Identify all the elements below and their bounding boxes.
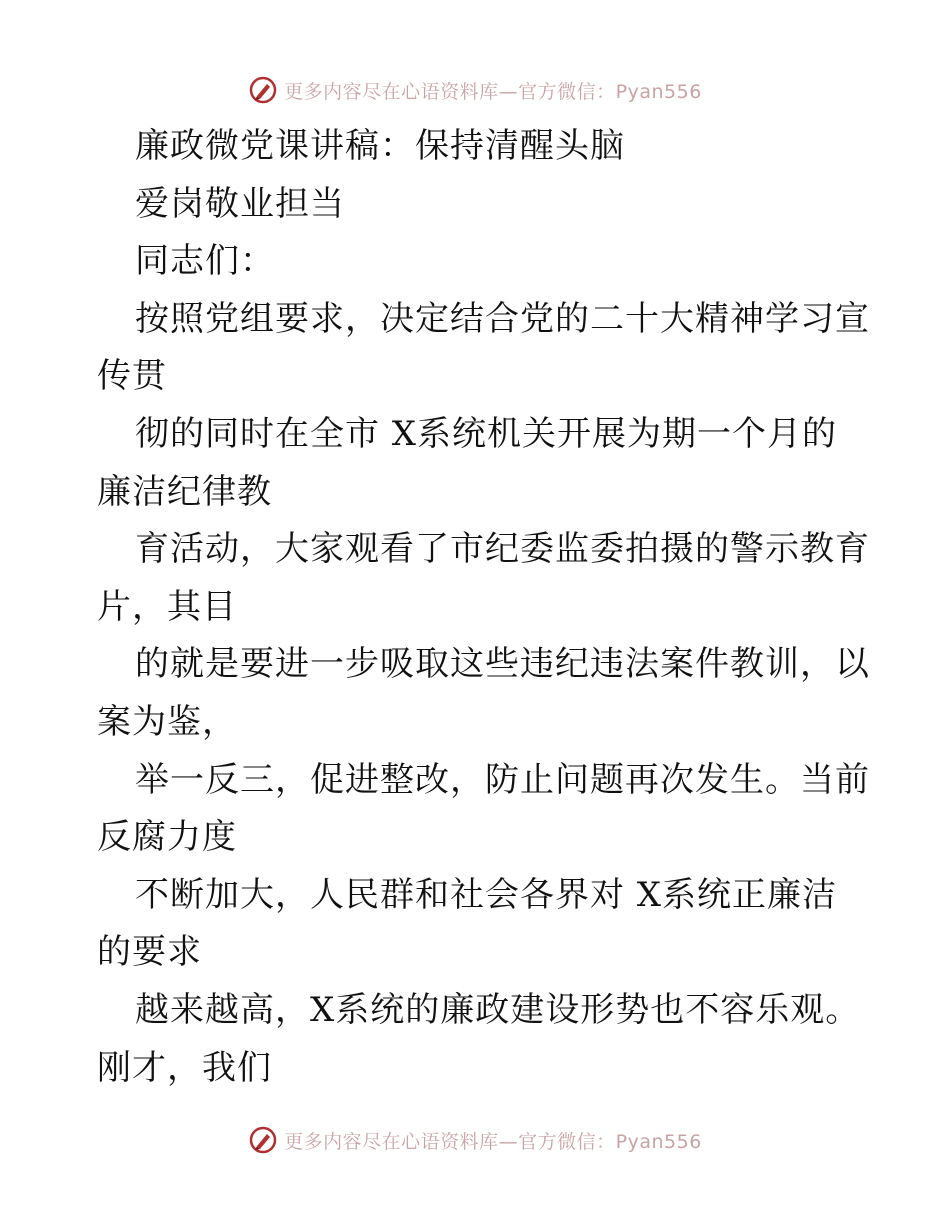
doc-text-line: 按照党组要求，决定结合党的二十大精神学习宣 (135, 298, 870, 339)
doc-salutation-line: 同志们： (135, 241, 275, 282)
footer-banner (0, 1120, 950, 1160)
doc-text-line: 举一反三，促进整改，防止问题再次发生。当前 (135, 759, 870, 800)
doc-text-line: 片，其目 (97, 586, 237, 627)
doc-title-line: 廉政微党课讲稿：保持清醒头脑 (135, 126, 625, 166)
footer-banner-text: 更多内容尽在心语资料库—官方微信：Pyan556 (284, 1130, 702, 1153)
doc-subtitle-line: 爱岗敬业担当 (135, 183, 345, 224)
pen-logo-icon (248, 1125, 278, 1155)
doc-text-line: 刚才，我们 (97, 1047, 272, 1088)
doc-text-line: 案为鉴， (97, 701, 237, 742)
doc-text-line: 传贯 (97, 356, 167, 397)
header-banner (0, 70, 950, 110)
doc-text-line: 的就是要进一步吸取这些违纪违法案件教训，以 (135, 644, 870, 685)
doc-text-line: 廉洁纪律教 (97, 471, 272, 512)
doc-text-line: 彻的同时在全市 X系统机关开展为期一个月的 (135, 413, 838, 454)
doc-text-line: 不断加大，人民群和社会各界对 X系统正廉洁 (135, 874, 838, 915)
document-body (97, 118, 870, 1097)
doc-text-line: 的要求 (97, 932, 202, 973)
pen-logo-icon (248, 75, 278, 105)
doc-text-line: 育活动，大家观看了市纪委监委拍摄的警示教育 (135, 529, 870, 570)
doc-text-line: 反腐力度 (97, 817, 237, 858)
header-banner-text: 更多内容尽在心语资料库—官方微信：Pyan556 (284, 80, 702, 103)
doc-text-line: 越来越高，X系统的廉政建设形势也不容乐观。 (135, 989, 861, 1030)
